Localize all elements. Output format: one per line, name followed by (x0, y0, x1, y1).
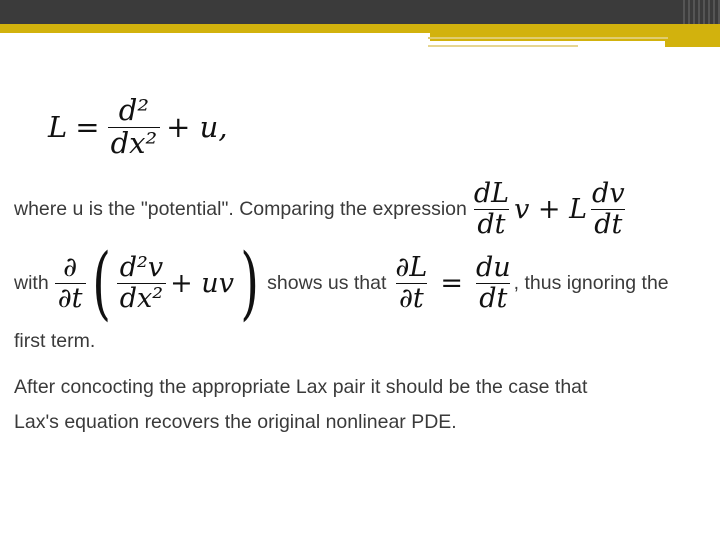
dL-dt-fraction (471, 179, 512, 239)
eq-tail: + u, (166, 110, 228, 145)
ignoring-text: , thus ignoring the (513, 271, 669, 294)
dv-dt-fraction (589, 179, 628, 239)
paragraph-line-1: After concocting the appropriate Lax pair it should be the case that (14, 376, 588, 398)
first-term-text: first term. (14, 330, 96, 352)
du-numerator: du (475, 251, 511, 283)
expression (471, 179, 628, 239)
du-dt-fraction (473, 253, 514, 313)
comparison-text: where u is the "potential". Comparing the expression (14, 197, 467, 220)
accent-line-short (428, 45, 578, 47)
eq-lhs: L (48, 110, 68, 145)
inner-tail: + uv (170, 267, 234, 299)
d2v-numerator: d²v (119, 251, 164, 283)
result-expression (392, 253, 513, 313)
eq-numerator: d² (118, 93, 149, 127)
accent-line (428, 37, 668, 39)
partial-L-fraction (392, 253, 430, 313)
partial-expression (55, 236, 265, 329)
partial-denominator: ∂t (55, 283, 86, 314)
shows-text: shows us that (267, 271, 387, 294)
dx2-denominator: dx² (117, 283, 166, 314)
eq-fraction (108, 95, 161, 160)
gold-accent-bar (0, 24, 720, 33)
partial-t-operator (55, 253, 86, 313)
slide-top-bar (0, 0, 720, 24)
partial-numerator: ∂ (63, 251, 78, 283)
partial-L-numerator: ∂L (395, 251, 428, 283)
expression-middle: v + L (514, 193, 588, 225)
top-bar-stripes (680, 0, 720, 24)
du-denominator: dt (476, 283, 510, 314)
left-paren: ( (91, 236, 111, 329)
dL-numerator: dL (473, 177, 510, 209)
eq-equals: = (75, 110, 100, 145)
dt-denominator: dt (474, 209, 508, 240)
derivative-line (14, 236, 669, 329)
gold-accent-tab-small (665, 41, 720, 47)
operator-equation (48, 95, 228, 160)
right-paren: ) (240, 236, 259, 329)
dv-numerator: dv (592, 177, 625, 209)
result-equals: = (440, 267, 463, 299)
second-derivative-fraction (117, 253, 166, 313)
with-text: with (14, 271, 49, 294)
eq-denominator: dx² (108, 127, 161, 160)
paragraph-line-2: Lax's equation recovers the original nonlinear PDE. (14, 411, 457, 433)
dv-denominator: dt (591, 209, 625, 240)
partial-L-denominator: ∂t (396, 283, 427, 314)
